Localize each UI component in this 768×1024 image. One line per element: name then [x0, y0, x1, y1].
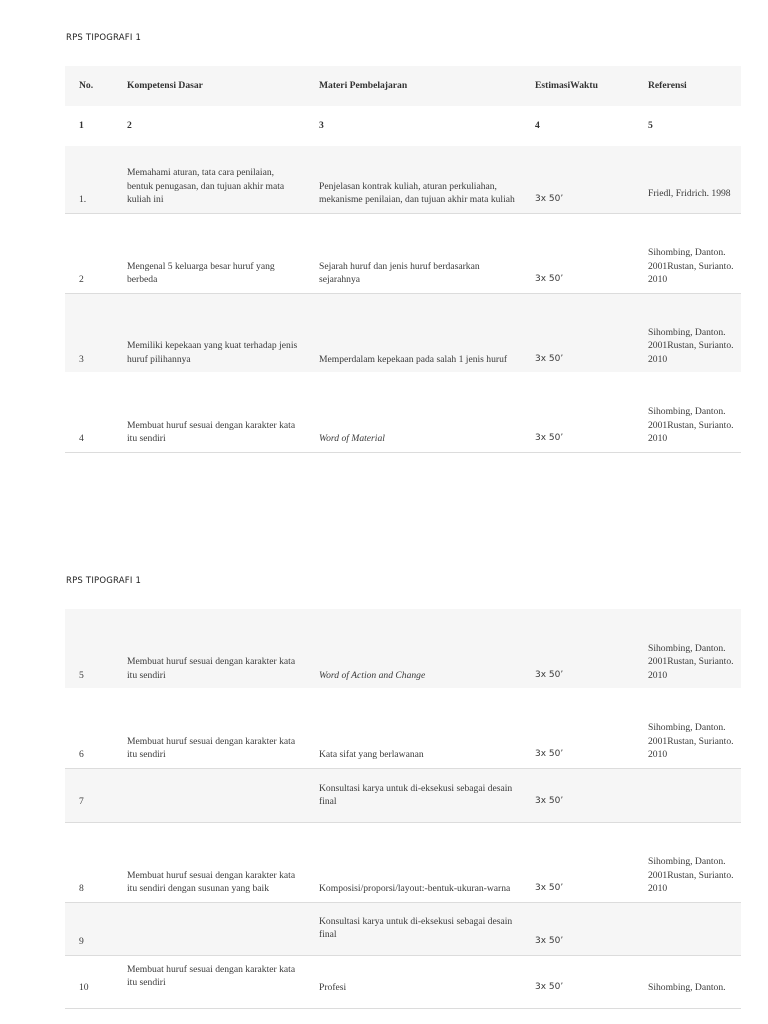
rps-table-page-1 [65, 66, 741, 453]
cell-referensi: Sihombing, Danton. 2001Rustan, Surianto. 2010 [648, 822, 741, 902]
document-title: RPS TIPOGRAFI 1 [66, 576, 142, 586]
rps-table-page-2 [65, 609, 741, 1009]
header-materi-pembelajaran: Materi Pembelajaran [319, 80, 408, 92]
cell-referensi: Sihombing, Danton. 2001Rustan, Surianto. 2010 [648, 642, 734, 681]
table-row [65, 688, 741, 768]
cell-materi: Komposisi/proporsi/layout:-bentuk-ukuran-warna [319, 822, 535, 902]
cell-kompetensi [127, 902, 319, 955]
cell-estimasi-wrap [535, 822, 648, 902]
cell-estimasi-wrap [535, 688, 648, 768]
cell-no: 8 [65, 822, 127, 902]
cell-materi: Konsultasi karya untuk di-eksekusi sebagai desain final [319, 768, 535, 822]
index-cell: 3 [319, 120, 324, 132]
cell-no: 3 [79, 353, 84, 365]
cell-estimasi: 3x 50’ [535, 982, 564, 993]
table-row [65, 902, 741, 955]
cell-estimasi: 3x 50’ [535, 194, 564, 205]
cell-no: 4 [65, 372, 127, 452]
cell-referensi: Sihombing, Danton. 2001Rustan, Surianto. 2010 [648, 213, 741, 293]
cell-materi: Konsultasi karya untuk di-eksekusi sebagai desain final [319, 902, 535, 955]
header-no: No. [79, 80, 94, 92]
table-row [65, 768, 741, 822]
index-cell: 2 [127, 120, 132, 132]
table-row [65, 213, 741, 293]
cell-kompetensi: Membuat huruf sesuai dengan karakter kata itu sendiri dengan susunan yang baik [127, 822, 319, 902]
cell-no: 7 [65, 768, 127, 822]
cell-referensi: Sihombing, Danton. [648, 955, 741, 1008]
cell-referensi: Sihombing, Danton. 2001Rustan, Surianto. 2010 [648, 372, 741, 452]
cell-referensi [648, 902, 741, 955]
index-cell: 5 [648, 120, 653, 132]
index-cell: 1 [79, 120, 84, 132]
cell-materi: Profesi [319, 955, 535, 1008]
cell-materi: Sejarah huruf dan jenis huruf berdasarkan sejarahnya [319, 213, 535, 293]
cell-no: 5 [79, 669, 84, 681]
cell-estimasi-wrap [535, 372, 648, 452]
cell-kompetensi: Membuat huruf sesuai dengan karakter kata itu sendiri [127, 372, 319, 452]
table-row [65, 822, 741, 902]
cell-estimasi-wrap [535, 955, 648, 1008]
cell-materi: Word of Material [319, 372, 535, 452]
cell-materi: Word of Action and Change [319, 669, 426, 681]
cell-referensi: Friedl, Fridrich. 1998 [648, 146, 741, 213]
cell-kompetensi: Mengenal 5 keluarga besar huruf yang berbeda [127, 213, 319, 293]
document-title: RPS TIPOGRAFI 1 [66, 33, 142, 43]
cell-estimasi: 3x 50’ [535, 883, 564, 894]
cell-no: 1. [65, 146, 127, 213]
table-row [65, 372, 741, 452]
cell-materi: Penjelasan kontrak kuliah, aturan perkuliahan, mekanisme penilaian, dan tujuan akhir mata kuliah [319, 146, 535, 213]
cell-no: 9 [65, 902, 127, 955]
table-row [65, 609, 741, 688]
cell-no: 10 [65, 955, 127, 1008]
cell-kompetensi: Memiliki kepekaan yang kuat terhadap jenis huruf pilihannya [127, 340, 298, 365]
header-kompetensi-dasar: Kompetensi Dasar [127, 80, 203, 92]
cell-materi: Memperdalam kepekaan pada salah 1 jenis huruf [319, 353, 508, 365]
header-estimasi-waktu: EstimasiWaktu [535, 80, 598, 92]
cell-estimasi: 3x 50’ [535, 433, 564, 444]
cell-kompetensi: Memahami aturan, tata cara penilaian, bentuk penugasan, dan tujuan akhir mata kuliah ini [127, 146, 319, 213]
cell-estimasi-wrap [535, 768, 648, 822]
cell-estimasi: 3x 50’ [535, 274, 564, 285]
cell-estimasi: 3x 50’ [535, 669, 564, 680]
cell-kompetensi: Membuat huruf sesuai dengan karakter kata itu sendiri [127, 656, 296, 681]
cell-materi: Kata sifat yang berlawanan [319, 688, 535, 768]
cell-no: 6 [65, 688, 127, 768]
table-index-row [65, 106, 741, 146]
cell-kompetensi: Membuat huruf sesuai dengan karakter kata itu sendiri [127, 688, 319, 768]
cell-referensi: Sihombing, Danton. 2001Rustan, Surianto. 2010 [648, 688, 741, 768]
cell-estimasi: 3x 50’ [535, 353, 564, 364]
header-referensi: Referensi [648, 80, 687, 92]
index-cell: 4 [535, 120, 540, 132]
cell-estimasi-wrap [535, 213, 648, 293]
table-row [65, 293, 741, 372]
cell-estimasi: 3x 50’ [535, 936, 564, 947]
cell-estimasi-wrap [535, 902, 648, 955]
cell-estimasi-wrap [535, 609, 648, 688]
cell-referensi [648, 768, 741, 822]
cell-estimasi: 3x 50’ [535, 796, 564, 807]
cell-estimasi-wrap [535, 293, 648, 372]
cell-kompetensi [127, 768, 319, 822]
cell-kompetensi: Membuat huruf sesuai dengan karakter kata itu sendiri [127, 955, 319, 1008]
cell-estimasi-wrap [535, 146, 648, 213]
table-row [65, 955, 741, 1008]
table-row [65, 146, 741, 213]
cell-referensi: Sihombing, Danton. 2001Rustan, Surianto. 2010 [648, 326, 734, 365]
cell-no: 2 [65, 213, 127, 293]
table-header-row [65, 66, 741, 106]
cell-estimasi: 3x 50’ [535, 749, 564, 760]
